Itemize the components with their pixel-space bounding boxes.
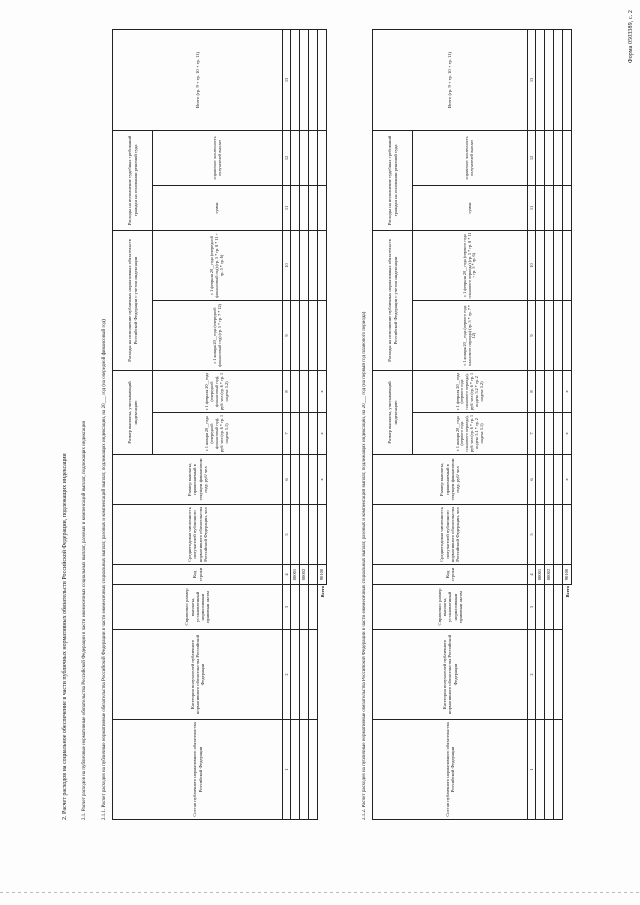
col-num: 7 — [283, 413, 291, 455]
x-mark: x — [318, 370, 327, 412]
hdr-total: Всего (гр. 9 + гр. 10 + гр. 11) — [373, 29, 528, 130]
row-code: 00001 — [536, 565, 545, 585]
col-num: 2 — [283, 630, 291, 720]
col-num: 5 — [283, 505, 291, 565]
col-num: 9 — [528, 300, 536, 370]
col-num: 8 — [528, 370, 536, 412]
hdr-current-amount: Размер выплаты, применяемый в текущем финансовом году, руб/ чел — [113, 455, 283, 505]
table-row — [536, 29, 545, 819]
row-code: 00001 — [291, 565, 300, 585]
x-mark: x — [563, 455, 572, 505]
hdr-feb-expense: с 1 февраля 20__года (очередной финансовый год) (гр. 5 * гр. 8 * 11 + гр. 5 * гр. 6) — [153, 230, 283, 300]
hdr-expenses-indexed: Расходы на исполнение публичных нормативных обязательств Российской Федерации с учетом индексации — [113, 230, 153, 370]
section-2-1-2-title: 2.1.2. Расчет расходов на публичные нормативные обязательства Российской Федерации в части ежемесячных социальных выплат, разовых и компенсаций выплат, подлежащих индексации, на 20___ год (на первый год планового периода) — [362, 311, 367, 820]
col-num: 13 — [528, 29, 536, 130]
col-num: 4 — [283, 565, 291, 585]
col-num: 9 — [283, 300, 291, 370]
hdr-feb-amount: с 1 февраля 20__года (первого года планового периода), руб/ чел (гр. 6 * гр. 1 индекс 5.2 * гр. 2 индекс 5.2) — [413, 370, 528, 412]
hdr-feb-expense: с 1 февраля 20__года (первого года планового периода) (гр. 5 * гр. 8 * 11 + гр. 5 * гр. 6) — [413, 230, 528, 300]
col-num: 6 — [283, 455, 291, 505]
col-num: 7 — [528, 413, 536, 455]
x-mark: x — [318, 455, 327, 505]
x-mark: x — [563, 370, 572, 412]
hdr-court-count: справочно: численность получателей выплат — [413, 130, 528, 185]
hdr-indexed-amount: Размер выплаты, учитывающий индексацию — [373, 370, 413, 454]
col-num: 12 — [283, 130, 291, 185]
hdr-jan-expense: с 1 января 20__года (очередной финансовый год) (гр. 5 * гр. 7 * 12) — [153, 300, 283, 370]
hdr-court-expenses: Расходы на исполнение судебных требований граждан на основании решений суда — [373, 130, 413, 230]
hdr-reference-amount: Справочно: размер выплаты, установленный нормативным правовым актом — [373, 585, 528, 630]
total-code: 90100 — [563, 565, 572, 585]
col-num: 4 — [528, 565, 536, 585]
scan-artifact-line — [0, 892, 640, 893]
hdr-jan-amount: с 1 января 20__года (первого года планового периода), руб/ чел (гр. 6 * гр. 1 индекс 5.1 * гр. 2 индекс 5.1) — [413, 413, 528, 455]
col-num: 1 — [528, 720, 536, 820]
row-code: 00002 — [300, 565, 309, 585]
col-num: 2 — [528, 630, 536, 720]
hdr-feb-amount: с 1 февраля 20__года (очередной финансовый год), руб/ чел (гр. 6 * гр. 1 индекс 5.2) — [153, 370, 283, 412]
hdr-jan-amount: с 1 января 20__года (очередной финансовый год), руб/ чел (гр. 6 * гр. 1 индекс 5.1) — [153, 413, 283, 455]
col-num: 13 — [283, 29, 291, 130]
hdr-current-amount: Размер выплаты, применяемый в текущем финансовом году, руб/ чел — [373, 455, 528, 505]
hdr-jan-expense: с 1 января 20__года (первого года планового периода) (гр. 5 * гр. 7 * 12) — [413, 300, 528, 370]
hdr-category: Категория получателей публичного нормативного обязательства Российской Федерации — [373, 630, 528, 720]
hdr-category: Категория получателей публичного нормативного обязательства Российской Федерации — [113, 630, 283, 720]
hdr-expenses-indexed: Расходы на исполнение публичных нормативных обязательств Российской Федерации с учетом индексации — [373, 230, 413, 370]
hdr-composition: Состав публичного нормативного обязательства Российской Федерации — [113, 720, 283, 820]
table-row — [554, 29, 563, 819]
x-mark: x — [318, 413, 327, 455]
hdr-indexed-amount: Размер выплаты, учитывающий индексацию — [113, 370, 153, 454]
hdr-avg-count: Среднегодовая численность получателей публичного нормативного обязательства Российской Федерации, чел — [113, 505, 283, 565]
section-2-title: 2. Расчет расходов на социальное обеспечение в части публичных нормативных обязательств Российской Федерации, подлежащих индексации — [62, 453, 68, 820]
hdr-court-sum: сумма — [413, 185, 528, 230]
total-row — [563, 29, 572, 819]
hdr-row-code: Код строки — [113, 565, 283, 585]
section-2-1-1-title: 2.1.1. Расчет расходов на публичные нормативные обязательства Российской Федерации в части ежемесячных социальных выплат, разовых и компенсаций выплат, подлежащих индексации, на 20___ год (на очередной финансовый год) — [102, 319, 107, 820]
table-row — [545, 29, 554, 819]
total-label: Всего — [564, 586, 570, 598]
col-num: 10 — [528, 230, 536, 300]
hdr-total: Всего (гр. 9 + гр. 10 + гр. 11) — [113, 29, 283, 130]
hdr-avg-count: Среднегодовая численность получателей публичного нормативного обязательства Российской Федерации, чел — [373, 505, 528, 565]
col-num: 1 — [283, 720, 291, 820]
x-mark: x — [563, 413, 572, 455]
hdr-row-code: Код строки — [373, 565, 528, 585]
total-code: 90100 — [318, 565, 327, 585]
hdr-court-sum: сумма — [153, 185, 283, 230]
table-2-1-2 — [372, 29, 572, 820]
hdr-reference-amount: Справочно: размер выплаты, установленный нормативным правовым актом — [113, 585, 283, 630]
total-label: Всего — [319, 586, 325, 598]
section-2-1-title: 2.1. Расчет расходов на публичные нормативные обязательства Российской Федерации в части ежемесячных социальных выплат, разовых и компенсаций выплат, подлежащих индексации — [82, 420, 87, 820]
form-code: Форма 0503389, с. 2 — [628, 10, 634, 64]
col-num: 6 — [528, 455, 536, 505]
col-num: 3 — [283, 585, 291, 630]
col-num: 10 — [283, 230, 291, 300]
hdr-composition: Состав публичного нормативного обязательства Российской Федерации — [373, 720, 528, 820]
row-code: 00002 — [545, 565, 554, 585]
col-num: 12 — [528, 130, 536, 185]
col-num: 5 — [528, 505, 536, 565]
col-num: 3 — [528, 585, 536, 630]
col-num: 8 — [283, 370, 291, 412]
hdr-court-count: справочно: численность получателей выплат — [153, 130, 283, 185]
col-num: 11 — [283, 185, 291, 230]
column-numbers-row — [528, 29, 536, 819]
hdr-court-expenses: Расходы на исполнение судебных требований граждан на основании решений суда — [113, 130, 153, 230]
col-num: 11 — [528, 185, 536, 230]
